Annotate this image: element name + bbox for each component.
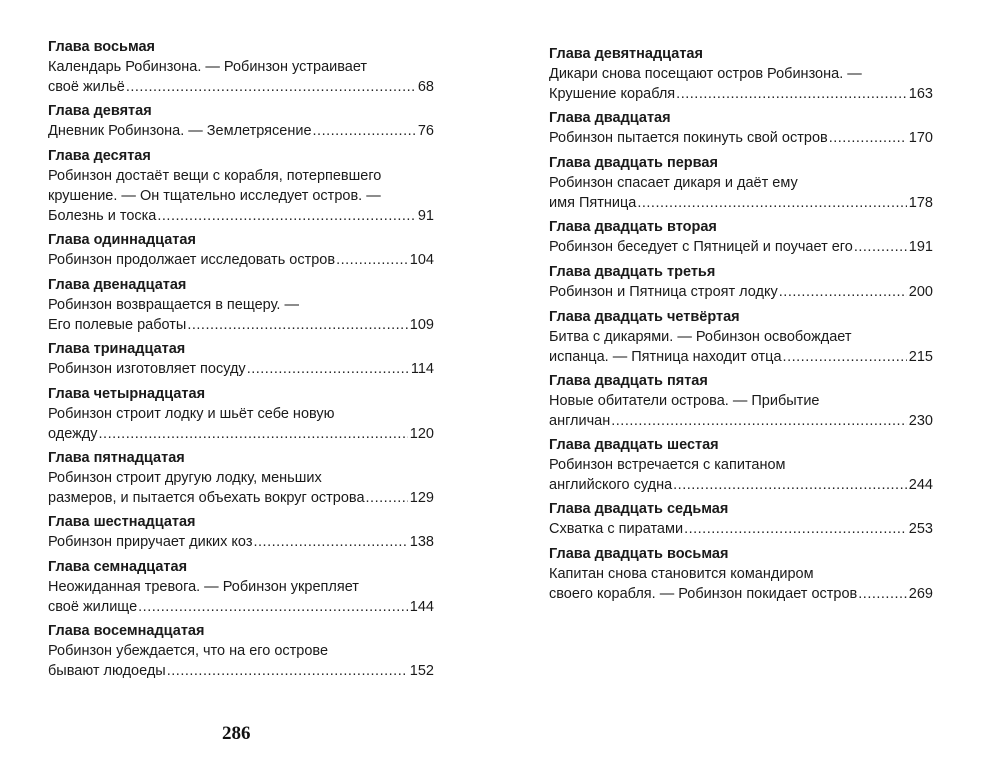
chapter-title: Глава двадцать третья [549,264,716,280]
toc-entry [549,544,933,604]
chapter-description: Новые обитатели острова. — Прибытие [549,393,820,409]
page-ref: 170 [908,130,933,146]
chapter-description: имя Пятница [549,195,637,211]
dot-leader [99,424,408,444]
chapter-description: Его полевые работы [48,317,187,333]
toc-entry [549,153,933,213]
chapter-title: Глава двадцать четвёртая [549,309,740,325]
dot-leader [854,237,907,257]
page-ref: 76 [417,123,434,139]
chapter-title: Глава двадцать шестая [549,437,719,453]
dot-leader [187,315,407,335]
chapter-title: Глава тринадцатая [48,341,186,357]
chapter-description: Робинзон продолжает исследовать остров [48,252,336,268]
toc-entry [549,217,933,257]
chapter-title: Глава двадцать седьмая [549,501,729,517]
dot-leader [126,77,416,97]
page-ref: 230 [908,413,933,429]
chapter-title: Глава двадцать первая [549,155,718,171]
chapter-description: одежду [48,426,98,442]
page-ref: 114 [410,361,434,377]
toc-entry [549,435,933,495]
chapter-description: Болезнь и тоска [48,208,157,224]
page-ref: 200 [908,284,933,300]
toc-entry [549,262,933,302]
page-ref: 120 [409,426,434,442]
toc-entry [48,101,434,141]
chapter-description: Робинзон достаёт вещи с корабля, потерпевшего [48,168,382,184]
toc-entry [48,339,434,379]
chapter-title: Глава девятнадцатая [549,46,703,62]
toc-entry [48,512,434,552]
chapter-title: Глава двенадцатая [48,277,187,293]
toc-entry [48,448,434,508]
dot-leader [783,347,907,367]
toc-entry [549,307,933,367]
chapter-description: англичан [549,413,611,429]
chapter-description: Робинзон беседует с Пятницей и поучает его [549,239,853,255]
page-ref: 269 [908,586,933,602]
dot-leader [247,359,409,379]
chapter-title: Глава семнадцатая [48,559,188,575]
page-ref: 109 [409,317,434,333]
page-number: 286 [222,723,251,744]
chapter-description: Неожиданная тревога. — Робинзон укрепляет [48,579,359,595]
chapter-description: Робинзон строит другую лодку, меньших [48,470,322,486]
page-ref: 253 [908,521,933,537]
dot-leader [138,597,408,617]
toc-entry [48,557,434,617]
dot-leader [167,661,408,681]
chapter-description: Крушение корабля [549,86,676,102]
dot-leader [676,84,907,104]
dot-leader [157,206,416,226]
dot-leader [684,519,907,539]
page-ref: 144 [409,599,434,615]
page-ref: 163 [908,86,933,102]
dot-leader [779,282,907,302]
chapter-description: своего корабля. — Робинзон покидает остров [549,586,858,602]
chapter-description: своё жильё [48,79,125,95]
chapter-description: Схватка с пиратами [549,521,684,537]
dot-leader [858,584,907,604]
chapter-description: Робинзон приручает диких коз [48,534,253,550]
toc-entry [48,146,434,226]
chapter-description: размеров, и пытается объехать вокруг острова [48,490,365,506]
chapter-description: Робинзон убеждается, что на его острове [48,643,329,659]
chapter-description: Робинзон спасает дикаря и даёт ему [549,175,798,191]
page-ref: 91 [417,208,434,224]
toc-entry [549,499,933,539]
dot-leader [253,532,407,552]
dot-leader [637,193,906,213]
chapter-title: Глава шестнадцатая [48,514,196,530]
chapter-title: Глава восемнадцатая [48,623,205,639]
dot-leader [611,411,907,431]
chapter-title: Глава двадцатая [549,110,671,126]
chapter-title: Глава пятнадцатая [48,450,185,466]
dot-leader [336,250,408,270]
chapter-description: Дикари снова посещают остров Робинзона. — [549,66,862,82]
chapter-title: Глава двадцать восьмая [549,546,729,562]
page-ref: 138 [409,534,434,550]
chapter-description: Капитан снова становится командиром [549,566,814,582]
chapter-description: Робинзон встречается с капитаном [549,457,786,473]
chapter-description: Дневник Робинзона. — Землетрясение [48,123,312,139]
chapter-description: Робинзон и Пятница строят лодку [549,284,778,300]
chapter-title: Глава десятая [48,148,151,164]
page-ref: 68 [417,79,434,95]
chapter-description: своё жилище [48,599,138,615]
chapter-title: Глава одиннадцатая [48,232,196,248]
page-ref: 129 [409,490,434,506]
chapter-description: Календарь Робинзона. — Робинзон устраивает [48,59,368,75]
toc-entry [549,371,933,431]
chapter-description: английского судна [549,477,673,493]
chapter-title: Глава двадцать пятая [549,373,708,389]
chapter-description: Робинзон возвращается в пещеру. — [48,297,299,313]
dot-leader [673,475,907,495]
chapter-description: бывают людоеды [48,663,166,679]
chapter-description: крушение. — Он тщательно исследует остров. — [48,188,381,204]
dot-leader [313,121,416,141]
chapter-description: испанца. — Пятница находит отца [549,349,782,365]
page-ref: 244 [908,477,933,493]
dot-leader [366,488,408,508]
chapter-description: Робинзон изготовляет посуду [48,361,246,377]
chapter-title: Глава девятая [48,103,152,119]
toc-entry [48,275,434,335]
page-ref: 178 [908,195,933,211]
toc-entry [549,44,933,104]
chapter-title: Глава двадцать вторая [549,219,717,235]
page-ref: 104 [409,252,434,268]
chapter-description: Робинзон строит лодку и шьёт себе новую [48,406,335,422]
toc-entry [48,230,434,270]
chapter-title: Глава четырнадцатая [48,386,206,402]
page-ref: 191 [908,239,933,255]
chapter-description: Робинзон пытается покинуть свой остров [549,130,828,146]
toc-entry [48,621,434,681]
chapter-description: Битва с дикарями. — Робинзон освобождает [549,329,852,345]
page-ref: 152 [409,663,434,679]
chapter-title: Глава восьмая [48,39,156,55]
toc-entry [48,384,434,444]
toc-entry [549,108,933,148]
dot-leader [829,128,907,148]
page-ref: 215 [908,349,933,365]
toc-entry [48,37,434,97]
